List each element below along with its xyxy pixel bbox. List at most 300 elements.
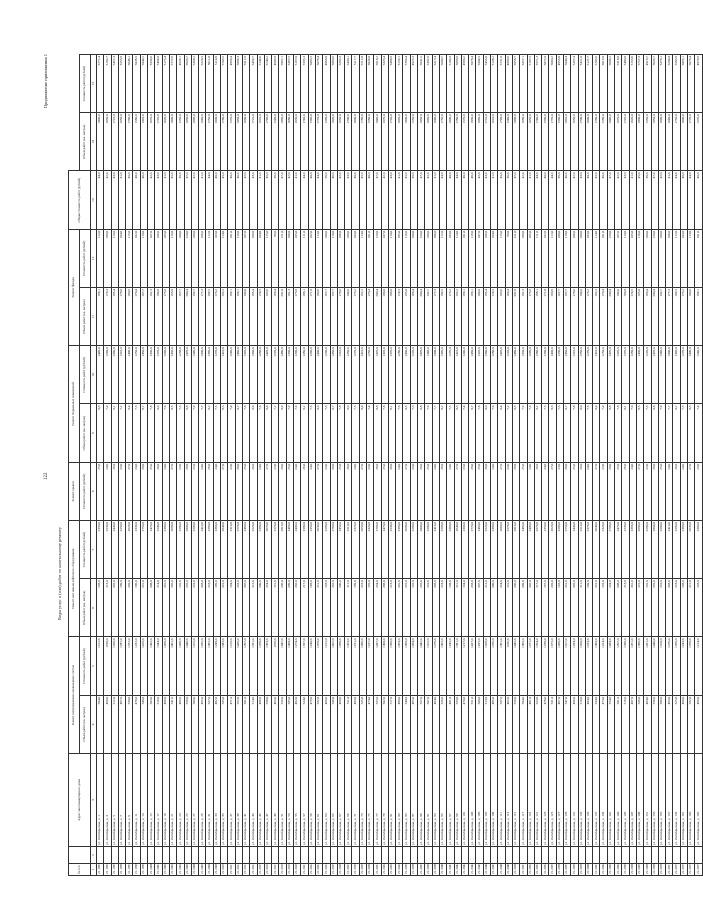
row-total: 5144,6	[257, 55, 264, 113]
row-address: ул. Октябрьская, д. 97	[447, 754, 454, 847]
row-value: 25,0	[381, 462, 388, 520]
row-value: 7,5	[352, 404, 359, 462]
row-value: 466,0	[177, 695, 184, 753]
row-value: 8,2	[301, 404, 308, 462]
row-value: 1320,0	[381, 346, 388, 404]
row-blank	[585, 847, 592, 864]
row-value: 471,0	[228, 695, 235, 753]
row-value: 23,0	[228, 462, 235, 520]
row-number: 21.2023	[315, 864, 322, 876]
row-value: 532,0	[315, 695, 322, 753]
row-value: 1780,0	[359, 113, 366, 171]
row-value: 24,0	[396, 462, 403, 520]
row-address: ул. Октябрьская, д. 133	[578, 754, 585, 847]
row-value: 107,0	[615, 229, 622, 287]
row-value: 531,0	[549, 695, 556, 753]
table-row	[418, 55, 425, 876]
row-value: 171,8	[308, 288, 315, 346]
row-number: 21.2003	[169, 864, 176, 876]
row-value: 1830,0	[235, 113, 242, 171]
row-value: 40,0	[366, 171, 373, 229]
row-value: 2330,0	[133, 521, 140, 579]
row-value: 8,7	[564, 404, 571, 462]
row-blank	[111, 847, 118, 864]
row-value: 103,0	[352, 229, 359, 287]
row-value: 25,0	[97, 462, 104, 520]
row-value: 1260,0	[308, 346, 315, 404]
row-value: 2540,0	[155, 521, 162, 579]
row-address: ул. Октябрьская, д. 67	[337, 754, 344, 847]
row-value: 23,0	[366, 462, 373, 520]
row-value: 8,8	[418, 404, 425, 462]
row-value: 464,0	[644, 695, 651, 753]
row-total: 5453,0	[483, 55, 490, 113]
row-value: 556,0	[651, 695, 658, 753]
row-value: 495,0	[199, 695, 206, 753]
row-blank	[425, 847, 432, 864]
row-value: 8,3	[454, 404, 461, 462]
row-value: 1460,0	[235, 346, 242, 404]
row-blank	[177, 847, 184, 864]
row-value: 1240,0	[308, 637, 315, 695]
row-blank	[279, 847, 286, 864]
row-value: 113,0	[315, 229, 322, 287]
row-value: 1276,0	[666, 637, 673, 695]
row-value: 178,6	[118, 288, 125, 346]
row-value: 1328,0	[483, 637, 490, 695]
row-value: 7,7	[199, 404, 206, 462]
row-value: 112,0	[206, 229, 213, 287]
row-value: 525,0	[673, 695, 680, 753]
row-value: 1270,0	[352, 346, 359, 404]
row-blank	[264, 847, 271, 864]
table-row	[184, 55, 191, 876]
row-number: 21.2046	[483, 864, 490, 876]
table-row	[337, 55, 344, 876]
row-value: 181,3	[520, 288, 527, 346]
row-value: 1560,0	[323, 113, 330, 171]
row-value: 1440,0	[651, 637, 658, 695]
row-value: 8,7	[469, 404, 476, 462]
row-number: 21.2010	[221, 864, 228, 876]
row-value: 41,0	[666, 171, 673, 229]
row-value: 2310,0	[228, 521, 235, 579]
row-value: 2290,0	[556, 521, 563, 579]
row-value: 43,0	[250, 171, 257, 229]
row-value: 178,6	[337, 288, 344, 346]
row-value: 1300,0	[432, 346, 439, 404]
row-value: 1199,0	[272, 637, 279, 695]
row-value: 7,4	[695, 404, 702, 462]
row-value: 1270,0	[213, 346, 220, 404]
row-value: 2390,0	[162, 521, 169, 579]
row-value: 193,0	[695, 579, 702, 637]
row-value: 1429,0	[235, 637, 242, 695]
table-row	[644, 55, 651, 876]
row-value: 184,0	[578, 288, 585, 346]
row-value: 180,0	[476, 288, 483, 346]
row-value: 1297,0	[242, 637, 249, 695]
row-total: 5571,3	[534, 55, 541, 113]
row-value: 42,0	[148, 171, 155, 229]
table-row	[636, 55, 643, 876]
row-value: 552,0	[235, 695, 242, 753]
table-row	[315, 55, 322, 876]
row-value: 1470,0	[374, 346, 381, 404]
row-value: 7,3	[177, 404, 184, 462]
row-address: ул. Октябрьская, д. 125	[549, 754, 556, 847]
row-value: 42,0	[571, 171, 578, 229]
row-blank	[651, 847, 658, 864]
row-value: 115,0	[126, 229, 133, 287]
row-total: 5958,7	[512, 55, 519, 113]
row-value: 26,0	[483, 462, 490, 520]
row-value: 7,8	[337, 404, 344, 462]
row-value: 175,9	[527, 288, 534, 346]
row-blank	[330, 847, 337, 864]
row-total: 4899,6	[505, 55, 512, 113]
row-value: 24,0	[680, 462, 687, 520]
row-value: 42,0	[191, 171, 198, 229]
row-value: 1420,0	[264, 346, 271, 404]
row-value: 236,0	[512, 579, 519, 637]
row-value: 189,5	[206, 288, 213, 346]
row-value: 24,0	[104, 462, 111, 520]
row-value: 558,0	[512, 695, 519, 753]
row-value: 195,0	[403, 288, 410, 346]
row-number: 21.2055	[549, 864, 556, 876]
row-value: 2690,0	[169, 521, 176, 579]
row-value: 118,0	[564, 229, 571, 287]
row-value: 23,0	[177, 462, 184, 520]
row-blank	[556, 847, 563, 864]
row-value: 27,0	[315, 462, 322, 520]
header-group-0: Ремонт внутридомовых инженерных систем	[69, 637, 80, 754]
row-value: 7,5	[447, 404, 454, 462]
table-row	[476, 55, 483, 876]
row-value: 1295,0	[476, 637, 483, 695]
table-row	[549, 55, 556, 876]
row-value: 109,0	[155, 229, 162, 287]
row-value: 1300,0	[199, 346, 206, 404]
row-value: 1263,0	[396, 637, 403, 695]
row-number: 21.2068	[644, 864, 651, 876]
row-total: 4976,9	[695, 55, 702, 113]
row-value: 2530,0	[388, 521, 395, 579]
row-value: 170,4	[366, 288, 373, 346]
table-row	[432, 55, 439, 876]
row-value: 1690,0	[425, 113, 432, 171]
row-value: 1357,0	[301, 637, 308, 695]
table-row	[301, 55, 308, 876]
row-value: 1204,0	[410, 637, 417, 695]
row-value: 1310,0	[118, 346, 125, 404]
row-value: 45,0	[636, 171, 643, 229]
row-value: 1580,0	[366, 113, 373, 171]
row-address: ул. Октябрьская, д. 145	[622, 754, 629, 847]
row-number: 21.2000	[148, 864, 155, 876]
row-value: 1326,0	[111, 637, 118, 695]
table-row	[483, 55, 490, 876]
row-value: 538,0	[264, 695, 271, 753]
row-value: 1860,0	[512, 113, 519, 171]
row-address: ул. Октябрьская, д. 111	[498, 754, 505, 847]
row-value: 1271,0	[527, 637, 534, 695]
row-value: 1740,0	[534, 113, 541, 171]
row-value: 1381,0	[454, 637, 461, 695]
table-row	[505, 55, 512, 876]
row-value: 1800,0	[636, 113, 643, 171]
row-blank	[644, 847, 651, 864]
row-value: 539,0	[636, 695, 643, 753]
row-value: 108,0	[658, 229, 665, 287]
table-row	[155, 55, 162, 876]
row-address: ул. Октябрьская, д. 15	[148, 754, 155, 847]
row-value: 26,0	[155, 462, 162, 520]
row-total: 5593,9	[673, 55, 680, 113]
row-value: 200,4	[184, 288, 191, 346]
row-value: 2440,0	[111, 521, 118, 579]
row-number: 21.2065	[622, 864, 629, 876]
row-value: 42,0	[658, 171, 665, 229]
row-value: 192,0	[644, 579, 651, 637]
row-value: 1570,0	[228, 113, 235, 171]
row-value: 200,4	[418, 288, 425, 346]
row-value: 24,0	[213, 462, 220, 520]
row-value: 7,9	[658, 404, 665, 462]
row-total: 5494,0	[155, 55, 162, 113]
row-value: 8,4	[264, 404, 271, 462]
row-total: 5376,1	[658, 55, 665, 113]
table-row	[169, 55, 176, 876]
row-value: 1430,0	[169, 346, 176, 404]
row-value: 24,0	[527, 462, 534, 520]
row-blank	[337, 847, 344, 864]
row-number: 21.1997	[126, 864, 133, 876]
row-number: 21.2034	[396, 864, 403, 876]
table-row	[148, 55, 155, 876]
row-value: 24,0	[629, 462, 636, 520]
row-blank	[469, 847, 476, 864]
row-value: 1290,0	[527, 346, 534, 404]
row-address: ул. Октябрьская, д. 135	[585, 754, 592, 847]
row-value: 44,0	[301, 171, 308, 229]
row-value: 45,0	[359, 171, 366, 229]
row-value: 100,0	[323, 229, 330, 287]
row-value: 207,0	[476, 579, 483, 637]
row-address: ул. Октябрьская, д. 151	[644, 754, 651, 847]
row-value: 27,0	[688, 462, 695, 520]
row-address: ул. Октябрьская, д. 25	[184, 754, 191, 847]
table-row	[111, 55, 118, 876]
row-total: 5967,1	[279, 55, 286, 113]
row-value: 233,0	[469, 579, 476, 637]
row-number: 21.2047	[491, 864, 498, 876]
row-value: 1660,0	[242, 113, 249, 171]
row-value: 206,0	[337, 579, 344, 637]
row-value: 175,9	[162, 288, 169, 346]
row-number: 21.2020	[294, 864, 301, 876]
row-value: 28,0	[469, 462, 476, 520]
row-value: 2580,0	[301, 521, 308, 579]
row-value: 42,0	[286, 171, 293, 229]
row-value: 192,2	[593, 288, 600, 346]
row-value: 110,0	[622, 229, 629, 287]
table-row	[403, 55, 410, 876]
row-value: 180,0	[242, 288, 249, 346]
row-value: 1390,0	[206, 346, 213, 404]
row-total: 5197,0	[294, 55, 301, 113]
row-total: 4968,0	[323, 55, 330, 113]
row-value: 2490,0	[520, 521, 527, 579]
row-value: 2520,0	[250, 521, 257, 579]
row-value: 200,4	[374, 288, 381, 346]
row-value: 1650,0	[118, 113, 125, 171]
row-value: 1266,0	[162, 637, 169, 695]
row-value: 44,0	[97, 171, 104, 229]
column-number-12: 12	[91, 229, 97, 287]
row-blank	[286, 847, 293, 864]
row-value: 1580,0	[133, 113, 140, 171]
row-value: 226,0	[169, 579, 176, 637]
row-value: 41,0	[257, 171, 264, 229]
row-value: 197,0	[542, 579, 549, 637]
row-value: 182,7	[425, 288, 432, 346]
row-address: ул. Октябрьская, д. 163	[688, 754, 695, 847]
row-value: 190,9	[688, 288, 695, 346]
row-address: ул. Октябрьская, д. 39	[235, 754, 242, 847]
row-value: 25,0	[658, 462, 665, 520]
row-number: 21.1999	[140, 864, 147, 876]
row-value: 541,0	[169, 695, 176, 753]
row-value: 106,0	[199, 229, 206, 287]
row-value: 1274,0	[294, 637, 301, 695]
row-value: 26,0	[206, 462, 213, 520]
column-number-14: 14	[91, 113, 97, 171]
row-value: 1750,0	[439, 113, 446, 171]
row-value: 460,0	[104, 695, 111, 753]
row-value: 112,0	[673, 229, 680, 287]
row-value: 2510,0	[578, 521, 585, 579]
row-value: 192,2	[454, 288, 461, 346]
table-row	[600, 55, 607, 876]
row-value: 1760,0	[126, 113, 133, 171]
row-value: 8,3	[221, 404, 228, 462]
row-blank	[206, 847, 213, 864]
row-value: 234,0	[374, 579, 381, 637]
row-blank	[666, 847, 673, 864]
row-total: 5772,9	[169, 55, 176, 113]
row-value: 1560,0	[556, 113, 563, 171]
row-value: 2390,0	[396, 521, 403, 579]
row-total: 5696,9	[454, 55, 461, 113]
table-row	[666, 55, 673, 876]
row-value: 26,0	[673, 462, 680, 520]
row-value: 1219,0	[228, 637, 235, 695]
row-blank	[549, 847, 556, 864]
row-value: 28,0	[184, 462, 191, 520]
column-number-7: 7	[91, 521, 97, 579]
row-address: ул. Октябрьская, д. 157	[666, 754, 673, 847]
row-value: 42,0	[381, 171, 388, 229]
row-value: 199,0	[213, 579, 220, 637]
row-value: 1750,0	[673, 113, 680, 171]
table-row	[162, 55, 169, 876]
row-number: 21.2001	[155, 864, 162, 876]
row-value: 116,0	[169, 229, 176, 287]
table-row	[272, 55, 279, 876]
row-value: 105,0	[527, 229, 534, 287]
row-value: 511,0	[345, 695, 352, 753]
row-value: 1470,0	[651, 346, 658, 404]
row-value: 1460,0	[469, 346, 476, 404]
row-total: 5182,7	[104, 55, 111, 113]
row-number: 21.2061	[593, 864, 600, 876]
row-value: 1400,0	[315, 346, 322, 404]
row-value: 1470,0	[184, 346, 191, 404]
row-value: 203,0	[432, 579, 439, 637]
row-value: 7,8	[571, 404, 578, 462]
row-address: ул. Октябрьская, д. 161	[680, 754, 687, 847]
row-value: 42,0	[104, 171, 111, 229]
row-value: 492,0	[294, 695, 301, 753]
table-row	[308, 55, 315, 876]
row-value: 8,1	[111, 404, 118, 462]
row-number: 21.1995	[111, 864, 118, 876]
row-value: 1770,0	[315, 113, 322, 171]
row-address: ул. Октябрьская, д. 61	[315, 754, 322, 847]
table-row	[673, 55, 680, 876]
row-value: 2660,0	[498, 521, 505, 579]
row-value: 28,0	[512, 462, 519, 520]
row-value: 8,3	[549, 404, 556, 462]
row-value: 2440,0	[571, 521, 578, 579]
table-row	[454, 55, 461, 876]
row-address: ул. Октябрьская, д. 113	[505, 754, 512, 847]
row-value: 2640,0	[221, 521, 228, 579]
row-value: 208,0	[615, 579, 622, 637]
row-value: 1420,0	[498, 346, 505, 404]
row-value: 2810,0	[512, 521, 519, 579]
row-value: 1280,0	[257, 346, 264, 404]
column-number-3: 3	[91, 754, 97, 847]
table-row	[221, 55, 228, 876]
row-value: 534,0	[593, 695, 600, 753]
row-value: 40,0	[352, 171, 359, 229]
row-value: 25,0	[520, 462, 527, 520]
row-value: 27,0	[264, 462, 271, 520]
row-value: 1250,0	[600, 346, 607, 404]
row-total: 5072,8	[542, 55, 549, 113]
row-value: 191,0	[505, 579, 512, 637]
row-value: 1279,0	[432, 637, 439, 695]
row-address: ул. Октябрьская, д. 19	[162, 754, 169, 847]
row-value: 40,0	[461, 171, 468, 229]
row-value: 2630,0	[315, 521, 322, 579]
row-value: 2380,0	[491, 521, 498, 579]
row-value: 217,0	[301, 579, 308, 637]
row-blank	[418, 847, 425, 864]
row-value: 1445,0	[512, 637, 519, 695]
row-number: 21.2012	[235, 864, 242, 876]
row-value: 114,0	[593, 229, 600, 287]
table-row	[213, 55, 220, 876]
row-value: 476,0	[133, 695, 140, 753]
row-blank	[126, 847, 133, 864]
row-value: 44,0	[439, 171, 446, 229]
row-value: 7,5	[542, 404, 549, 462]
row-number: 21.2025	[330, 864, 337, 876]
